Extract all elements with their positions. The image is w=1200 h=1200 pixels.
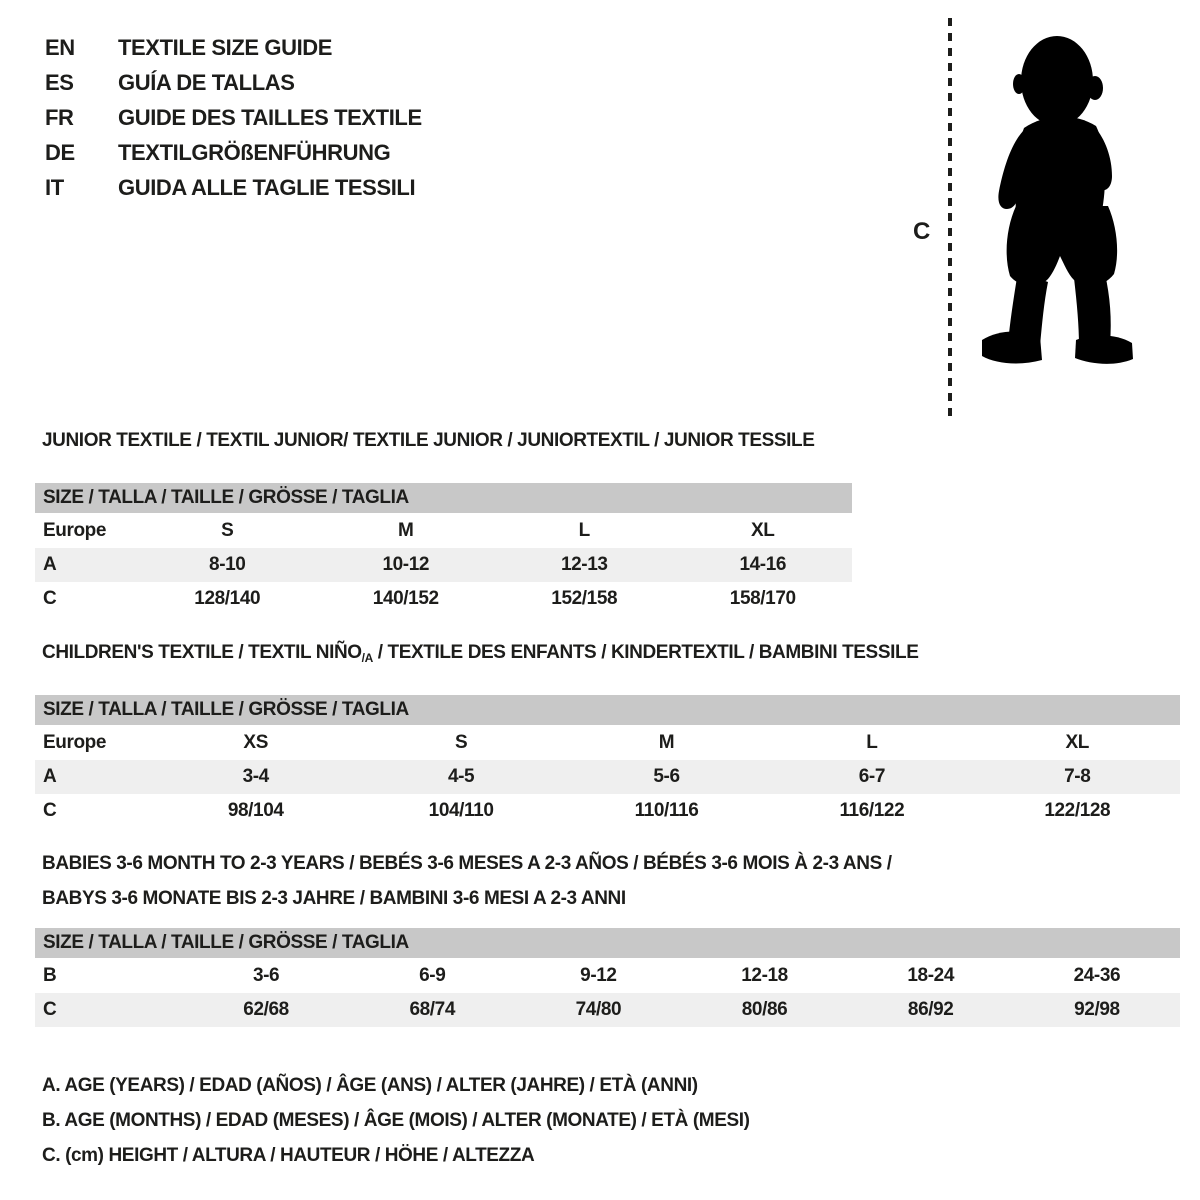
- children-heading-part1: CHILDREN'S TEXTILE / TEXTIL NIÑO: [42, 642, 362, 663]
- table-row: [35, 958, 1180, 993]
- size-cell: 14-16: [739, 554, 787, 575]
- babies-size-table: [35, 958, 1180, 1027]
- size-cell: 74/80: [575, 999, 622, 1020]
- language-code: FR: [45, 104, 74, 130]
- language-title: TEXTILE SIZE GUIDE: [118, 34, 333, 60]
- size-cell: 12-13: [560, 554, 608, 575]
- junior-size-table: [35, 513, 852, 616]
- size-cell: 116/122: [839, 800, 905, 821]
- babies-heading: [35, 846, 1180, 916]
- table-row: [35, 993, 1180, 1027]
- size-cell: 110/116: [634, 800, 699, 821]
- size-cell: 3-4: [242, 766, 269, 787]
- size-cell: 86/92: [907, 999, 954, 1020]
- size-cell: M: [658, 731, 675, 753]
- size-cell: 122/128: [1044, 800, 1111, 821]
- language-title: GUIDE DES TAILLES TEXTILE: [118, 104, 422, 130]
- language-code: ES: [45, 69, 74, 95]
- table-row: [35, 725, 1180, 760]
- legend-item: C. (cm) HEIGHT / ALTURA / HAUTEUR / HÖHE / ALTEZZA: [42, 1145, 535, 1166]
- size-cell: 9-12: [580, 964, 617, 986]
- children-size-table: [35, 725, 1180, 828]
- row-label: C: [43, 999, 57, 1020]
- row-label: B: [43, 964, 57, 986]
- children-heading-sub: /A: [361, 651, 373, 665]
- language-code: EN: [45, 34, 75, 60]
- language-row: [45, 135, 422, 170]
- size-cell: 5-6: [653, 766, 680, 787]
- language-title: TEXTILGRÖßENFÜHRUNG: [118, 139, 391, 165]
- height-dashed-line: [946, 16, 954, 420]
- height-measure-label: C: [913, 218, 930, 245]
- legend-item: B. AGE (MONTHS) / EDAD (MESES) / ÂGE (MOIS) / ALTER (MONATE) / ETÀ (MESI): [42, 1110, 750, 1131]
- size-cell: 92/98: [1074, 999, 1120, 1020]
- section-junior: [35, 430, 852, 616]
- size-cell: L: [578, 519, 590, 541]
- table-row: [35, 582, 852, 616]
- row-label: A: [43, 766, 57, 787]
- children-heading: [35, 642, 1180, 669]
- language-row: [45, 100, 422, 135]
- section-babies: [35, 846, 1180, 1027]
- section-children: [35, 642, 1180, 828]
- language-title: GUÍA DE TALLAS: [118, 69, 295, 95]
- size-cell: 128/140: [194, 588, 261, 609]
- size-cell: L: [866, 731, 878, 753]
- size-cell: 80/86: [741, 999, 788, 1020]
- size-cell: M: [398, 519, 414, 541]
- size-cell: XL: [1065, 731, 1090, 753]
- size-cell: 8-10: [209, 554, 246, 575]
- size-cell: 62/68: [243, 999, 289, 1020]
- junior-size-header: SIZE / TALLA / TAILLE / GRÖSSE / TAGLIA: [35, 483, 852, 513]
- legend-item: A. AGE (YEARS) / EDAD (AÑOS) / ÂGE (ANS) / ALTER (JAHRE) / ETÀ (ANNI): [42, 1075, 698, 1096]
- size-cell: 7-8: [1064, 766, 1091, 787]
- language-row: [45, 65, 422, 100]
- size-cell: 68/74: [409, 999, 455, 1020]
- toddler-silhouette-icon: [962, 16, 1148, 420]
- size-cell: S: [221, 519, 234, 541]
- table-row: [35, 794, 1180, 828]
- row-label: A: [43, 554, 57, 575]
- size-cell: 10-12: [382, 554, 430, 575]
- size-cell: 18-24: [907, 964, 954, 986]
- size-cell: 24-36: [1073, 964, 1121, 986]
- size-cell: 152/158: [551, 588, 618, 609]
- children-size-header: SIZE / TALLA / TAILLE / GRÖSSE / TAGLIA: [35, 695, 1180, 725]
- size-cell: 98/104: [227, 800, 284, 821]
- table-row: [35, 513, 852, 548]
- children-heading-part2: / TEXTILE DES ENFANTS / KINDERTEXTIL / BAMBINI TESSILE: [372, 642, 919, 663]
- size-cell: S: [454, 731, 468, 753]
- size-cell: 6-7: [858, 766, 885, 787]
- table-row: [35, 760, 1180, 794]
- language-code: DE: [45, 139, 75, 165]
- size-cell: XL: [751, 519, 775, 541]
- table-row: [35, 548, 852, 582]
- size-cell: 140/152: [372, 588, 439, 609]
- language-title: GUIDA ALLE TAGLIE TESSILI: [118, 174, 416, 200]
- row-label: C: [43, 588, 57, 609]
- row-label: C: [43, 800, 57, 821]
- junior-heading: JUNIOR TEXTILE / TEXTIL JUNIOR/ TEXTILE JUNIOR / JUNIORTEXTIL / JUNIOR TESSILE: [42, 430, 815, 451]
- language-row: [45, 170, 422, 205]
- language-row: [45, 30, 422, 65]
- babies-heading-line1: BABIES 3-6 MONTH TO 2-3 YEARS / BEBÉS 3-6 MESES A 2-3 AÑOS / BÉBÉS 3-6 MOIS À 2-3 ANS /: [42, 853, 892, 874]
- size-cell: 158/170: [729, 588, 796, 609]
- size-cell: 6-9: [419, 964, 446, 986]
- babies-heading-line2: BABYS 3-6 MONATE BIS 2-3 JAHRE / BAMBINI 3-6 MESI A 2-3 ANNI: [42, 888, 626, 909]
- size-cell: 3-6: [252, 964, 280, 986]
- legend: [42, 1068, 750, 1173]
- row-label: Europe: [43, 519, 107, 541]
- row-label: Europe: [43, 731, 107, 753]
- babies-size-header: SIZE / TALLA / TAILLE / GRÖSSE / TAGLIA: [35, 928, 1180, 958]
- language-list: [45, 30, 422, 205]
- size-cell: 4-5: [447, 766, 475, 787]
- size-cell: 104/110: [428, 800, 494, 821]
- language-code: IT: [45, 174, 64, 200]
- size-cell: XS: [243, 731, 268, 753]
- size-cell: 12-18: [741, 964, 788, 986]
